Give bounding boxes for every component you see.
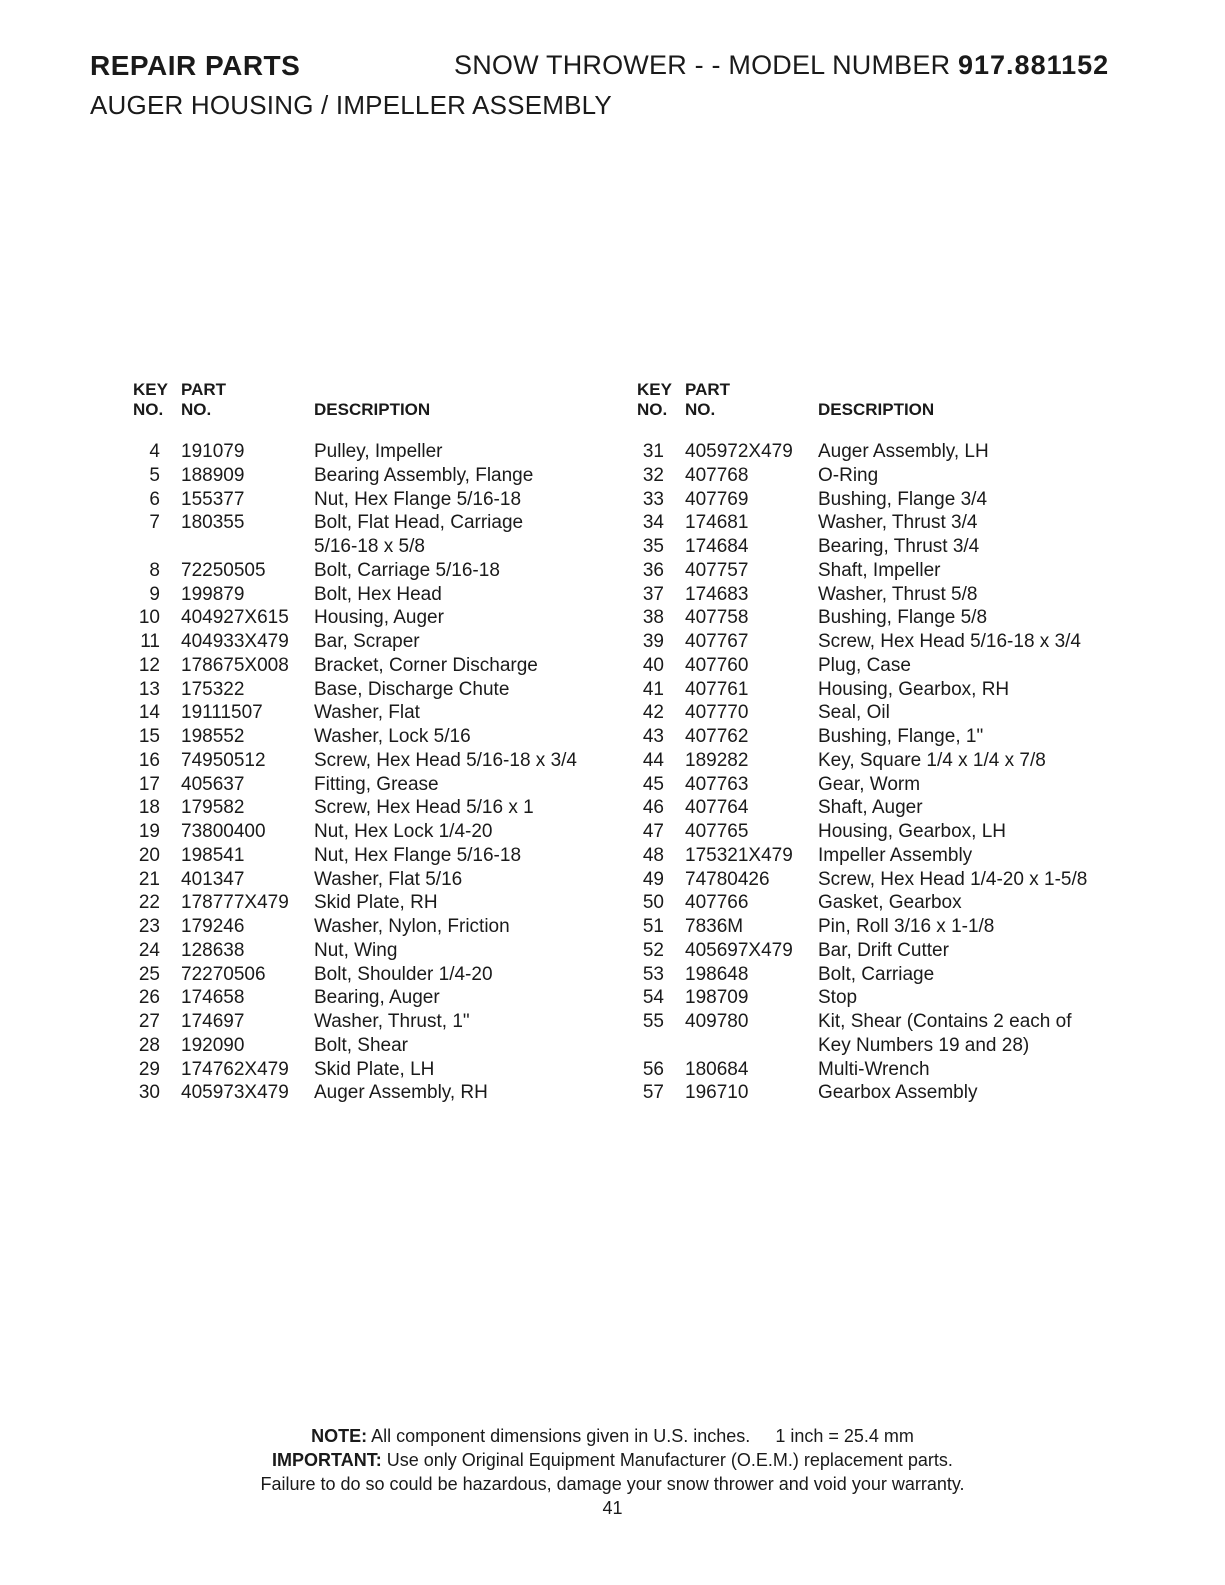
part-description: Pulley, Impeller [314,441,443,462]
part-description: Washer, Flat 5/16 [314,868,463,890]
description-header: DESCRIPTION [818,400,935,419]
key-number: 5 [149,464,160,486]
part-number: 405637 [181,773,245,795]
part-number: 199879 [181,583,245,605]
key-number: 22 [138,892,160,914]
key-number: 16 [138,749,160,771]
note-text: All component dimensions given in U.S. inches. 1 inch = 25.4 mm [367,1426,914,1446]
part-number: 407758 [685,607,749,629]
key-no-header: KEY NO. [133,380,168,419]
key-number: 13 [138,678,160,700]
important-line [0,1448,1225,1472]
part-description: Auger Assembly, RH [314,1082,488,1104]
key-number: 35 [642,536,664,557]
important-text: Use only Original Equipment Manufacturer (O.E.M.) replacement parts. [381,1450,953,1470]
part-description: Screw, Hex Head 5/16-18 x 3/4 [818,631,1081,652]
part-number: 198648 [685,963,749,985]
part-number: 198541 [181,844,245,866]
key-number: 7 [149,512,160,534]
key-number: 4 [149,441,160,462]
part-number: 407757 [685,559,749,581]
part-number: 191079 [181,441,245,462]
section-title: REPAIR PARTS [90,50,301,81]
key-number: 34 [642,512,664,534]
part-description: Bushing, Flange 3/4 [818,488,988,510]
part-number: 178675X008 [181,654,289,676]
part-description: Kit, Shear (Contains 2 each of [818,1011,1072,1032]
part-number: 407766 [685,892,749,914]
part-number: 407760 [685,654,749,676]
key-number: 38 [642,607,664,629]
part-number: 405973X479 [181,1082,289,1104]
part-number: 74780426 [685,868,770,890]
key-number: 26 [138,987,160,1009]
part-description: Bar, Scraper [314,631,420,652]
part-description: Nut, Wing [314,939,398,961]
part-number: 198552 [181,726,245,747]
key-number: 39 [642,631,664,652]
part-number: 192090 [181,1034,245,1056]
part-number: 180355 [181,512,245,534]
part-number: 407770 [685,702,749,724]
part-number: 405972X479 [685,441,793,462]
key-number: 18 [138,797,160,819]
key-number: 19 [138,821,160,842]
part-no-header: PART NO. [181,380,227,419]
part-description: Nut, Hex Flange 5/16-18 [314,844,522,866]
part-description: Screw, Hex Head 5/16-18 x 3/4 [314,749,577,771]
key-number: 6 [149,488,160,510]
part-description: Base, Discharge Chute [314,678,510,700]
key-number: 50 [642,892,664,914]
part-number: 180684 [685,1058,749,1080]
part-number: 175321X479 [685,844,793,866]
part-number: 73800400 [181,821,266,842]
key-number: 14 [138,702,160,724]
part-description: Bushing, Flange, 1" [818,726,984,747]
key-number: 29 [138,1058,160,1080]
warning-line: Failure to do so could be hazardous, damage your snow thrower and void your warranty. [260,1474,965,1494]
part-number: 19111507 [181,702,263,724]
part-number: 407762 [685,726,749,747]
key-number: 11 [140,631,160,652]
part-description: Key Numbers 19 and 28) [818,1034,1030,1056]
key-number: 41 [642,678,664,700]
part-number: 188909 [181,464,245,486]
part-number: 174684 [685,536,749,557]
part-description: Bolt, Carriage 5/16-18 [314,559,500,581]
key-number: 36 [642,559,664,581]
part-description: Plug, Case [818,654,911,676]
key-number: 24 [138,939,160,961]
key-number: 32 [642,464,664,486]
part-number: 407769 [685,488,749,510]
note-label: NOTE: [311,1426,368,1446]
part-description: Impeller Assembly [818,844,973,866]
product-prefix: SNOW THROWER - - MODEL NUMBER [454,50,951,80]
part-number: 404933X479 [181,631,289,652]
part-description: Gearbox Assembly [818,1082,978,1104]
key-number: 51 [642,916,664,937]
part-description: Skid Plate, RH [314,892,438,914]
part-no-header: PART NO. [685,380,731,419]
part-number: 407765 [685,821,749,842]
part-description: Gear, Worm [818,773,921,795]
part-number: 72250505 [181,559,266,581]
key-number: 55 [642,1011,664,1032]
key-number: 47 [642,821,664,842]
part-number: 407768 [685,464,749,486]
page-footer [0,1424,1225,1520]
part-number: 404927X615 [181,607,289,629]
key-number: 30 [138,1082,160,1104]
part-description: Washer, Nylon, Friction [314,916,510,937]
assembly-subtitle: AUGER HOUSING / IMPELLER ASSEMBLY [90,90,612,120]
key-number: 21 [138,868,160,890]
part-description: Nut, Hex Flange 5/16-18 [314,488,522,510]
part-number: 178777X479 [181,892,289,914]
part-description: Seal, Oil [818,702,890,724]
part-number: 155377 [181,488,245,510]
important-label: IMPORTANT: [272,1450,382,1470]
key-number: 44 [642,749,664,771]
part-description: Auger Assembly, LH [818,441,989,462]
part-description: Bar, Drift Cutter [818,939,949,961]
part-description: Skid Plate, LH [314,1058,435,1080]
part-description: Washer, Thrust 3/4 [818,512,978,534]
part-description: Screw, Hex Head 1/4-20 x 1-5/8 [818,868,1088,890]
part-description: Bushing, Flange 5/8 [818,607,988,629]
key-number: 27 [138,1011,160,1032]
key-number: 46 [642,797,664,819]
part-number: 407764 [685,797,749,819]
model-number: 917.881152 [958,50,1110,80]
key-number: 28 [138,1034,160,1056]
key-number: 42 [642,702,664,724]
part-description: Bolt, Shear [314,1034,408,1056]
key-number: 54 [642,987,664,1009]
part-description: Bolt, Carriage [818,963,935,985]
key-no-header: KEY NO. [637,380,672,419]
part-description: Stop [818,987,858,1009]
part-description: Housing, Gearbox, LH [818,821,1006,842]
part-description: Housing, Auger [314,607,444,629]
key-number: 37 [642,583,664,605]
part-description: Pin, Roll 3/16 x 1-1/8 [818,916,995,937]
header-line [90,50,1170,90]
key-number: 15 [138,726,160,747]
part-description: Nut, Hex Lock 1/4-20 [314,821,493,842]
part-description: Bearing, Auger [314,987,440,1009]
part-description: Bearing, Thrust 3/4 [818,536,980,557]
part-number: 174683 [685,583,749,605]
key-number: 8 [149,559,160,581]
key-number: 57 [642,1082,664,1104]
key-number: 45 [642,773,664,795]
page-number: 41 [602,1498,623,1518]
part-description: Bolt, Flat Head, Carriage [314,512,524,534]
part-number: 128638 [181,939,245,961]
part-number: 407761 [685,678,749,700]
part-description: Washer, Lock 5/16 [314,726,471,747]
key-number: 9 [149,583,160,605]
part-number: 196710 [685,1082,749,1104]
note-line [0,1424,1225,1448]
part-description: Bracket, Corner Discharge [314,654,538,676]
model-title [454,50,1109,81]
key-number: 23 [138,916,160,937]
part-number: 198709 [685,987,749,1009]
part-description: Multi-Wrench [818,1058,930,1080]
key-number: 43 [642,726,664,747]
part-description: Bolt, Hex Head [314,583,442,605]
part-description: Fitting, Grease [314,773,439,795]
key-number: 52 [642,939,664,961]
key-number: 48 [642,844,664,866]
part-description: Screw, Hex Head 5/16 x 1 [314,797,534,819]
part-number: 74950512 [181,749,266,771]
part-number: 407763 [685,773,749,795]
part-description: Key, Square 1/4 x 1/4 x 7/8 [818,749,1046,771]
part-number: 174697 [181,1011,245,1032]
part-description: Washer, Thrust, 1" [314,1011,470,1032]
part-number: 407767 [685,631,749,652]
part-number: 175322 [181,678,245,700]
part-number: 174762X479 [181,1058,289,1080]
part-description: O-Ring [818,464,879,486]
key-number: 49 [642,868,664,890]
part-description: Housing, Gearbox, RH [818,678,1010,700]
page-header [90,50,1170,121]
key-number: 33 [642,488,664,510]
part-number: 7836M [685,916,744,937]
part-number: 174681 [685,512,749,534]
description-header: DESCRIPTION [314,400,431,419]
part-number: 401347 [181,868,245,890]
key-number: 53 [642,963,664,985]
key-number: 25 [138,963,160,985]
key-number: 17 [138,773,160,795]
part-description: Bolt, Shoulder 1/4-20 [314,963,493,985]
part-description: Bearing Assembly, Flange [314,464,534,486]
key-number: 20 [138,844,160,866]
key-number: 40 [642,654,664,676]
part-number: 174658 [181,987,245,1009]
part-number: 179582 [181,797,245,819]
part-number: 72270506 [181,963,266,985]
part-description: 5/16-18 x 5/8 [314,536,425,557]
part-number: 405697X479 [685,939,793,961]
part-number: 409780 [685,1011,749,1032]
part-description: Gasket, Gearbox [818,892,962,914]
part-description: Shaft, Auger [818,797,923,819]
part-number: 179246 [181,916,245,937]
key-number: 12 [138,654,160,676]
key-number: 31 [642,441,664,462]
key-number: 56 [642,1058,664,1080]
part-description: Shaft, Impeller [818,559,941,581]
key-number: 10 [138,607,160,629]
part-description: Washer, Flat [314,702,420,724]
part-number: 189282 [685,749,749,771]
part-description: Washer, Thrust 5/8 [818,583,978,605]
